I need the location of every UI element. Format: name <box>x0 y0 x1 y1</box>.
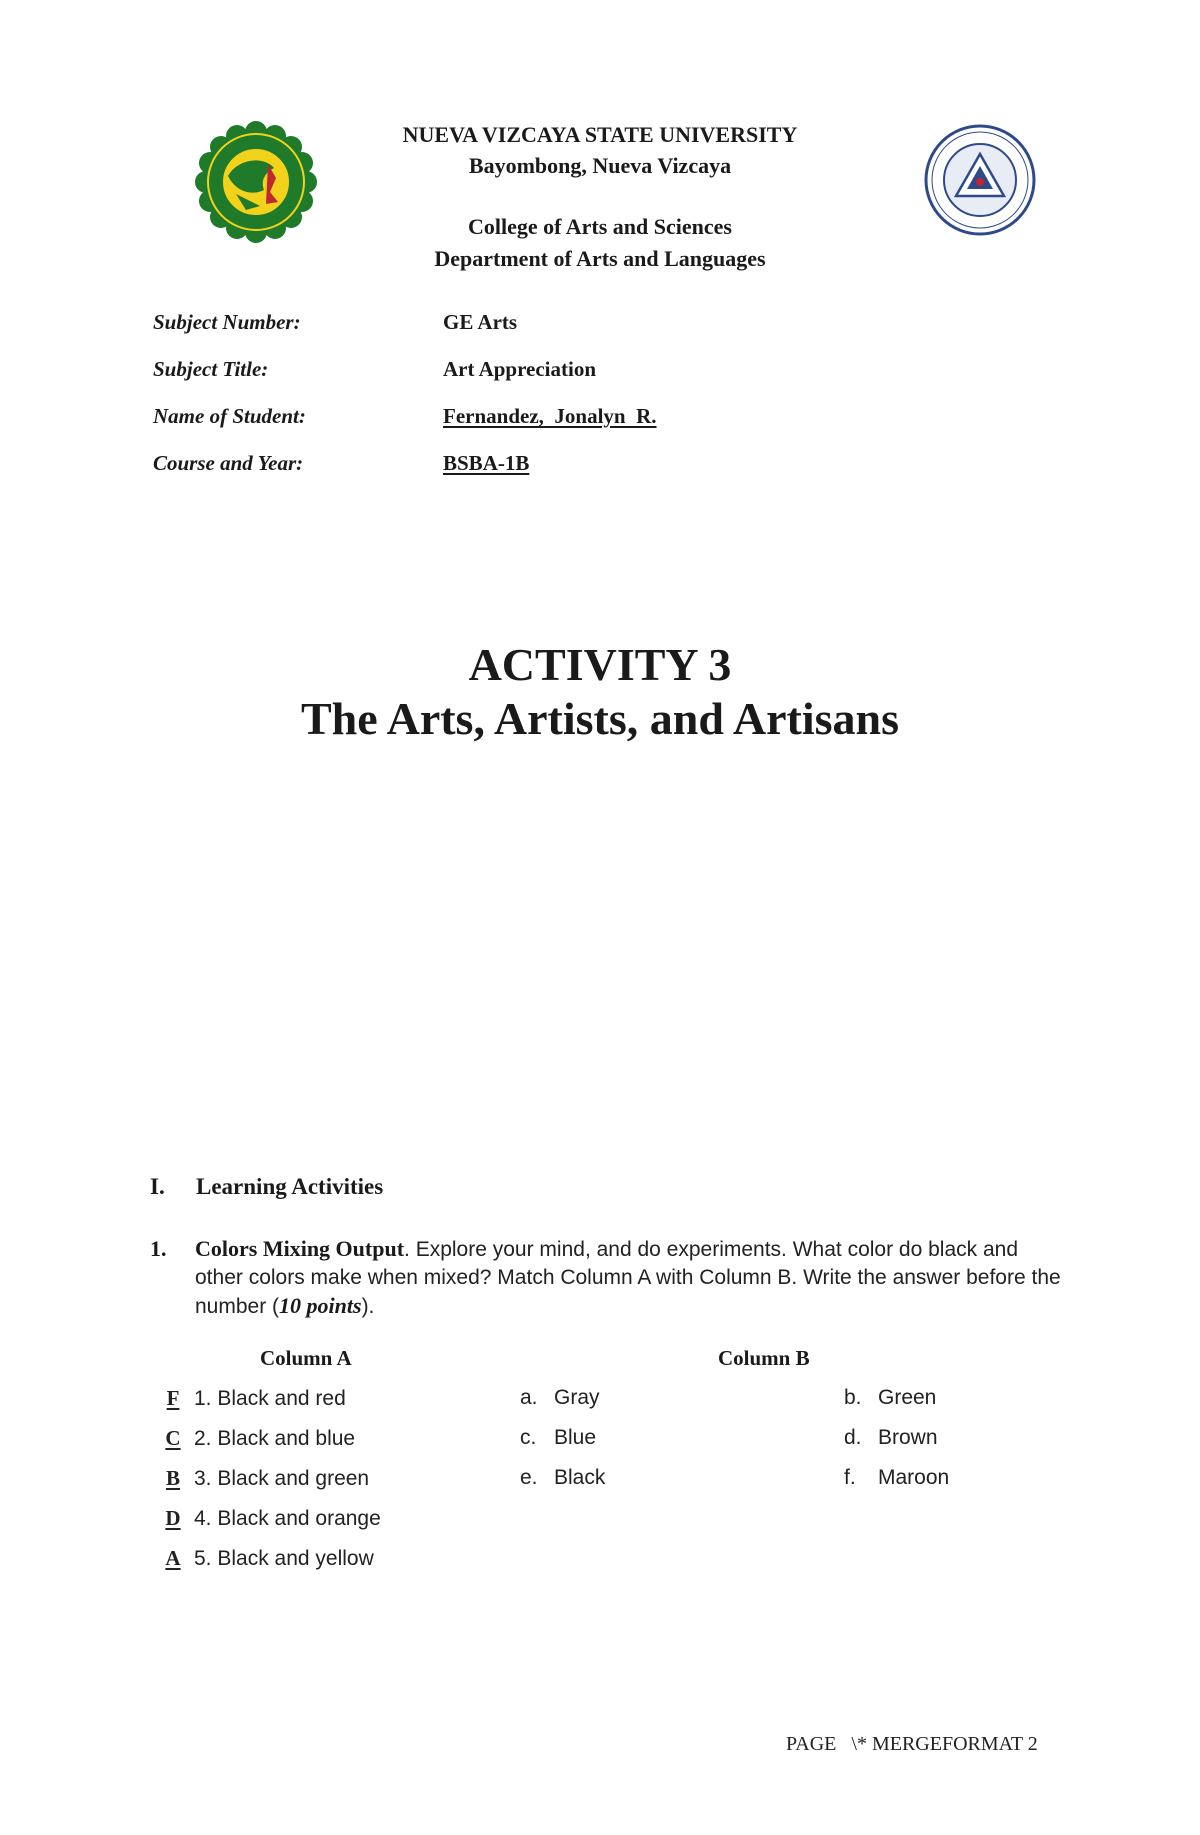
column-a-item <box>158 1546 374 1571</box>
question-number: 1. <box>150 1236 167 1261</box>
column-a-header: Column A <box>260 1346 352 1370</box>
student-name-value: Fernandez, Jonalyn R. <box>443 404 657 428</box>
column-b-option <box>520 1466 605 1490</box>
course-year-value: BSBA-1B <box>443 451 530 475</box>
option-text: Gray <box>554 1386 600 1409</box>
subject-number-value: GE Arts <box>443 310 518 334</box>
column-b-header: Column B <box>718 1346 810 1370</box>
column-b-option <box>844 1466 949 1490</box>
section-number: I. <box>150 1174 165 1199</box>
department-name: Department of Arts and Languages <box>434 246 766 271</box>
column-a-item <box>158 1386 346 1411</box>
option-letter: f. <box>844 1466 856 1489</box>
option-letter: a. <box>520 1386 538 1409</box>
option-text: Maroon <box>878 1466 950 1489</box>
answer-blank[interactable]: B <box>165 1466 180 1490</box>
column-a-text: 1. Black and red <box>194 1387 346 1410</box>
column-b-option <box>520 1426 596 1450</box>
student-name-label: Name of Student: <box>153 404 306 428</box>
university-location: Bayombong, Nueva Vizcaya <box>468 153 732 178</box>
answer-blank[interactable]: D <box>165 1506 181 1530</box>
option-letter: d. <box>844 1426 862 1449</box>
college-name: College of Arts and Sciences <box>468 214 732 239</box>
question-closing: ). <box>361 1295 375 1318</box>
section-heading: Learning Activities <box>196 1174 384 1199</box>
answer-blank[interactable]: A <box>165 1546 181 1570</box>
column-a-text: 2. Black and blue <box>194 1427 356 1450</box>
activity-number: ACTIVITY 3 <box>468 639 732 690</box>
option-letter: b. <box>844 1386 862 1409</box>
option-text: Brown <box>878 1426 938 1449</box>
column-a-item <box>158 1426 355 1451</box>
subject-title-value: Art Appreciation <box>443 357 597 381</box>
column-b-option <box>520 1386 600 1410</box>
subject-title-label: Subject Title: <box>153 357 269 381</box>
question-body: . Explore your mind, and do experiments. What color do black and other colors make when mixed? Match Column A with Column B. Write the answer before the number ( <box>195 1238 1061 1318</box>
column-b-option <box>844 1386 936 1410</box>
column-a-text: 5. Black and yellow <box>194 1547 374 1570</box>
activity-title: The Arts, Artists, and Artisans <box>300 693 900 744</box>
page-footer: PAGE \* MERGEFORMAT 2 <box>786 1733 1038 1755</box>
column-a-item <box>158 1466 369 1491</box>
column-a-text: 4. Black and orange <box>194 1507 381 1530</box>
question-points: 10 points <box>279 1293 362 1318</box>
option-letter: c. <box>520 1426 537 1449</box>
course-year-label: Course and Year: <box>153 451 304 475</box>
question-text <box>195 1235 1065 1321</box>
option-text: Green <box>878 1386 937 1409</box>
subject-number-label: Subject Number: <box>153 310 301 334</box>
option-letter: e. <box>520 1466 538 1489</box>
answer-blank[interactable]: F <box>166 1386 180 1410</box>
column-a-text: 3. Black and green <box>194 1467 370 1490</box>
answer-blank[interactable]: C <box>165 1426 181 1450</box>
option-text: Blue <box>554 1426 597 1449</box>
column-b-option <box>844 1426 938 1450</box>
column-a-item <box>158 1506 381 1531</box>
question-bold-label: Colors Mixing Output <box>195 1236 405 1261</box>
university-name: NUEVA VIZCAYA STATE UNIVERSITY <box>402 122 798 147</box>
option-text: Black <box>554 1466 606 1489</box>
